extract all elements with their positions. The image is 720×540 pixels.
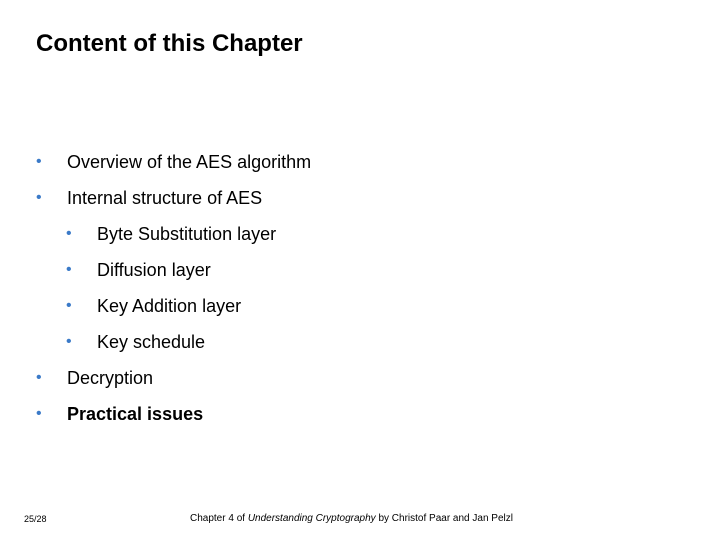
bullet-text: Practical issues <box>67 404 204 424</box>
bullet-text: Key Addition layer <box>97 296 242 316</box>
bullet-text: Internal structure of AES <box>67 188 263 208</box>
slide-title: Content of this Chapter <box>36 30 303 57</box>
bullet-dot-icon: • <box>36 369 42 386</box>
bullet-text: Byte Substitution layer <box>97 224 277 244</box>
bullet-dot-icon: • <box>36 405 42 422</box>
page-number: 25/28 <box>24 514 47 524</box>
bullet-text: Diffusion layer <box>97 260 211 280</box>
bullet-dot-icon: • <box>66 333 72 350</box>
bullet-dot-icon: • <box>66 225 72 242</box>
bullet-dot-icon: • <box>36 153 42 170</box>
bullet-text: Key schedule <box>97 332 206 352</box>
bullet-dot-icon: • <box>36 189 42 206</box>
bullet-dot-icon: • <box>66 297 72 314</box>
footer-prefix: Chapter 4 of <box>190 513 248 524</box>
bullet-text: Overview of the AES algorithm <box>67 152 312 172</box>
bullet-text: Decryption <box>67 368 154 388</box>
bullet-dot-icon: • <box>66 261 72 278</box>
footer-suffix: by Christof Paar and Jan Pelzl <box>375 513 513 524</box>
footer-book-title: Understanding Cryptography <box>247 513 376 524</box>
footer <box>190 512 513 526</box>
